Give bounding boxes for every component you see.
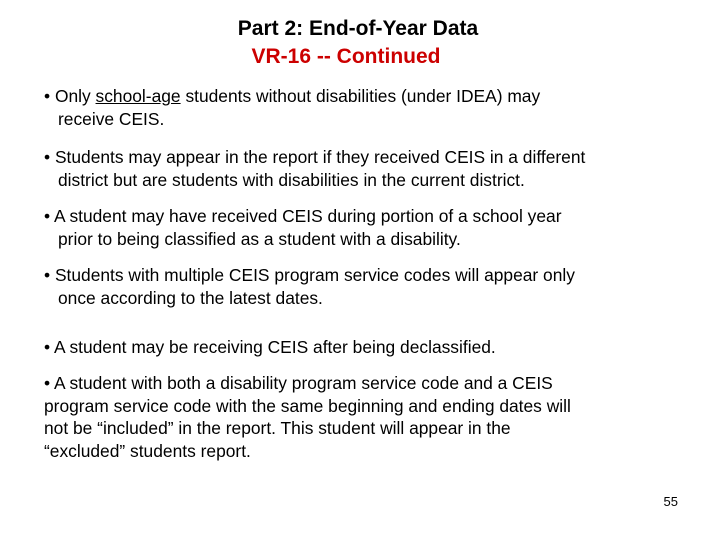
bullet-text: A student may be receiving CEIS after being declassified. <box>53 337 496 357</box>
bullet-line: not be “included” in the report. This student will appear in the <box>44 418 511 439</box>
bullet-text: A student may have received CEIS during portion of a school year <box>53 206 562 226</box>
bullet-text: students without disabilities (under IDEA) may <box>180 86 541 106</box>
slide-subtitle: VR-16 -- Continued <box>251 45 441 68</box>
bullet-prior-classification <box>44 205 684 250</box>
bullet-text: Students may appear in the report if they received CEIS in a different <box>54 147 586 167</box>
bullet-multiple-codes <box>44 264 684 309</box>
bullet-line: district but are students with disabilities in the current district. <box>58 169 525 190</box>
bullet-line: prior to being classified as a student with a disability. <box>58 228 461 249</box>
bullet-excluded-report <box>44 372 684 462</box>
bullet-marker: • <box>44 373 51 393</box>
bullet-text: A student with both a disability program service code and a CEIS <box>53 373 553 393</box>
bullet-line: program service code with the same beginning and ending dates will <box>44 395 571 416</box>
bullet-text: Only <box>54 86 96 106</box>
bullet-line <box>44 336 684 359</box>
page-number: 55 <box>663 494 678 509</box>
bullet-text: Students with multiple CEIS program service codes will appear only <box>54 265 575 285</box>
bullet-different-district <box>44 146 684 191</box>
bullet-line <box>44 85 684 108</box>
underlined-term: school-age <box>95 86 181 106</box>
bullet-marker: • <box>44 147 51 167</box>
bullet-marker: • <box>44 337 51 357</box>
bullet-line: once according to the latest dates. <box>58 287 323 308</box>
bullet-marker: • <box>44 265 51 285</box>
bullet-marker: • <box>44 206 51 226</box>
bullet-line <box>44 372 684 395</box>
bullet-line: “excluded” students report. <box>44 440 251 461</box>
bullet-school-age <box>44 85 684 130</box>
slide-title: Part 2: End-of-Year Data <box>237 17 479 40</box>
bullet-line <box>44 264 684 287</box>
bullet-line: receive CEIS. <box>58 108 165 129</box>
bullet-line <box>44 146 684 169</box>
bullet-marker: • <box>44 86 51 106</box>
bullet-declassified <box>44 336 684 359</box>
bullet-line <box>44 205 684 228</box>
